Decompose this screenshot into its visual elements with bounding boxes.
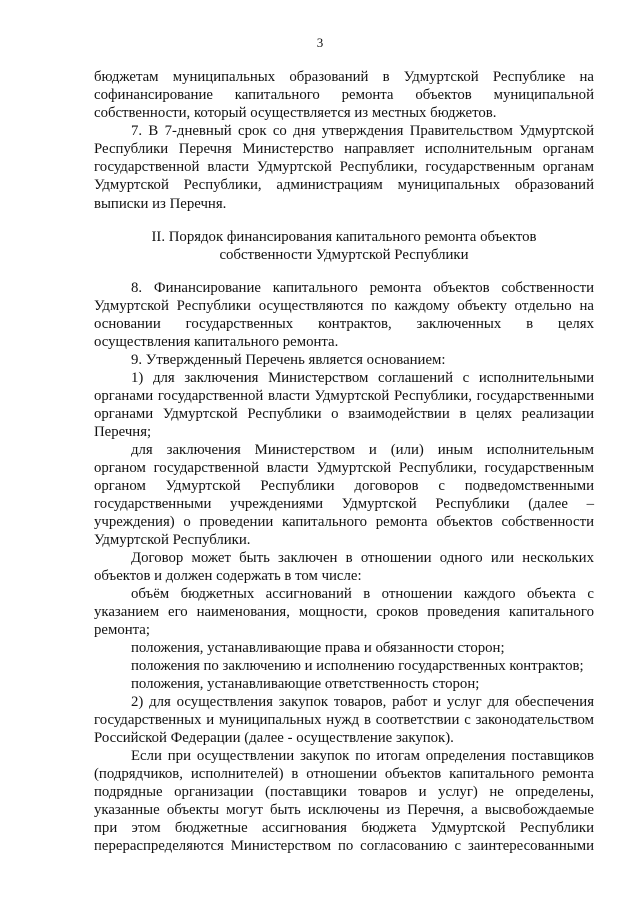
text-line: объектов и должен содержать в том числе: (94, 568, 362, 584)
text-line: государственными учреждениями Удмуртской Республики (далее – (94, 496, 594, 512)
text-line: Удмуртской Республики, администрациям муниципальных образований (94, 177, 594, 193)
text-line: 1) для заключения Министерством соглашений с исполнительными (131, 370, 594, 386)
text-line: осуществления капитального ремонта. (94, 334, 339, 350)
text-line: Удмуртской Республики. (94, 532, 251, 548)
text-line: Договор может быть заключен в отношении одного или нескольких (131, 550, 594, 566)
text-line: Если при осуществлении закупок по итогам определения поставщиков (131, 748, 594, 764)
text-line: при этом бюджетные ассигнования бюджета Удмуртской Республики (94, 820, 594, 836)
text-line: государственных и муниципальных нужд в соответствии с законодательством (94, 712, 594, 728)
text-line: указанные объекты могут быть исключены из Перечня, а высвобождаемые (94, 802, 594, 818)
text-line: Республики Перечня Министерство направляет исполнительным органам (94, 141, 594, 157)
text-line: софинансирование капитального ремонта объектов муниципальной (94, 87, 594, 103)
text-line: 2) для осуществления закупок товаров, работ и услуг для обеспечения (131, 694, 594, 710)
text-line: объём бюджетных ассигнований в отношении каждого объекта с (131, 586, 594, 602)
section-heading: собственности Удмуртской Республики (219, 247, 469, 263)
text-line: перераспределяются Министерством по согласованию с заинтересованными (94, 838, 594, 854)
text-line: органом государственной власти Удмуртской Республики, государственным (94, 460, 594, 476)
text-line: Перечня; (94, 424, 152, 440)
text-line: Удмуртской Республики осуществляются по каждому объекту отдельно на (94, 298, 594, 314)
text-line: бюджетам муниципальных образований в Удмуртской Республике на (94, 69, 594, 85)
text-line: указанием его наименования, мощности, сроков проведения капитального (94, 604, 594, 620)
text-line: (подрядчиков, исполнителей) в отношении объектов капитального ремонта (94, 766, 594, 782)
text-line: собственности, который осуществляется из местных бюджетов. (94, 105, 497, 121)
text-line: органами Удмуртской Республики о взаимодействии в целях реализации (94, 406, 594, 422)
text-line: Российской Федерации (далее - осуществление закупок). (94, 730, 454, 746)
text-line: подрядные организации (поставщики товаров и услуг) не определены, (94, 784, 594, 800)
page-number: 3 (316, 35, 324, 50)
section-heading: II. Порядок финансирования капитального ремонта объектов (151, 229, 537, 245)
text-line: 8. Финансирование капитального ремонта объектов собственности (131, 280, 594, 296)
text-line: выписки из Перечня. (94, 196, 227, 212)
text-line: 9. Утвержденный Перечень является основанием: (131, 352, 446, 368)
text-line: органами государственной власти Удмуртской Республики, государственными (94, 388, 594, 404)
text-line: ремонта; (94, 622, 150, 638)
text-line: для заключения Министерством и (или) иным исполнительным (131, 442, 594, 458)
text-line: государственной власти Удмуртской Республики, государственным органам (94, 159, 594, 175)
text-line: основании государственных контрактов, заключенных в целях (94, 316, 594, 332)
text-line: положения по заключению и исполнению государственных контрактов; (131, 658, 584, 674)
text-line: учреждения) о проведении капитального ремонта объектов собственности (94, 514, 594, 530)
text-line: положения, устанавливающие права и обязанности сторон; (131, 640, 505, 656)
text-line: положения, устанавливающие ответственность сторон; (131, 676, 480, 692)
text-line: органом Удмуртской Республики договоров с подведомственными (94, 478, 594, 494)
text-line: 7. В 7-дневный срок со дня утверждения Правительством Удмуртской (131, 123, 594, 139)
